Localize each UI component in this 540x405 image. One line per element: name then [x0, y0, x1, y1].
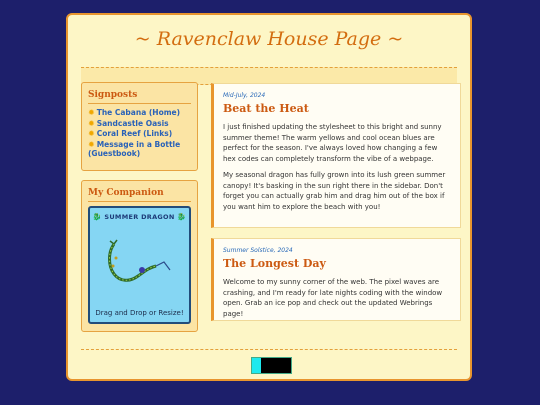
post-date: Summer Solstice, 2024 — [223, 247, 293, 254]
sun-icon: ✹ — [88, 129, 95, 138]
nav-link-cabana[interactable] — [88, 108, 193, 118]
dragon-icon: 🐉 — [177, 213, 187, 221]
nav-link-label: Coral Reef (Links) — [96, 129, 173, 138]
dragon-sprite[interactable] — [104, 236, 176, 292]
nav-link-label: Message in a Bottle (Guestbook) — [88, 139, 181, 158]
post-paragraph: My seasonal dragon has fully grown into its lush green summer canopy! It's basking in the sun right there in the sidebar. Don't forget you can actually grab him and drag him out of the box if you want him to explore the beach with you! — [223, 171, 446, 211]
footer-divider — [81, 349, 457, 350]
companion-box — [81, 180, 198, 332]
signposts-heading: Signposts — [88, 90, 191, 104]
companion-heading: My Companion — [88, 188, 191, 202]
widget-title — [90, 213, 189, 221]
blog-post — [211, 83, 461, 228]
sun-icon: ✹ — [88, 108, 95, 117]
page-title: ~ Ravenclaw House Page ~ — [134, 28, 404, 50]
sun-icon: ✹ — [88, 118, 95, 128]
sun-icon: ✹ — [88, 139, 95, 149]
post-date: Mid-July, 2024 — [223, 92, 266, 99]
widget-caption: Drag and Drop or Resize! — [95, 309, 184, 317]
nav-link-guestbook[interactable] — [88, 140, 193, 159]
nav-link-label: Sandcastle Oasis — [96, 118, 169, 128]
webring-badge-accent — [252, 358, 261, 373]
nav-link-label: The Cabana (Home) — [96, 108, 181, 117]
widget-title-text: SUMMER DRAGON — [104, 213, 175, 221]
post-paragraph: I just finished updating the stylesheet to this bright and sunny summer theme! The warm yellows and cool ocean blues are perfect for the season. I've always loved how changing a few hex codes can completely transform the vibe of a webpage. — [223, 123, 442, 163]
post-title: The Longest Day — [223, 257, 326, 270]
dragon-icon: 🐉 — [92, 213, 102, 221]
signposts-box — [81, 82, 198, 171]
page-container — [66, 13, 472, 381]
blog-post — [211, 238, 461, 321]
signposts-list — [82, 108, 197, 159]
nav-link-sandcastle[interactable] — [88, 119, 193, 129]
dragon-widget[interactable] — [88, 206, 191, 324]
webring-button[interactable] — [251, 357, 292, 374]
nav-link-coral-reef[interactable] — [88, 129, 193, 139]
post-paragraph: Welcome to my sunny corner of the web. The pixel waves are crashing, and I'm ready for late nights coding with the window open. Grab an ice pop and check out the updated Webrings page! — [223, 278, 443, 318]
post-title: Beat the Heat — [223, 102, 309, 115]
